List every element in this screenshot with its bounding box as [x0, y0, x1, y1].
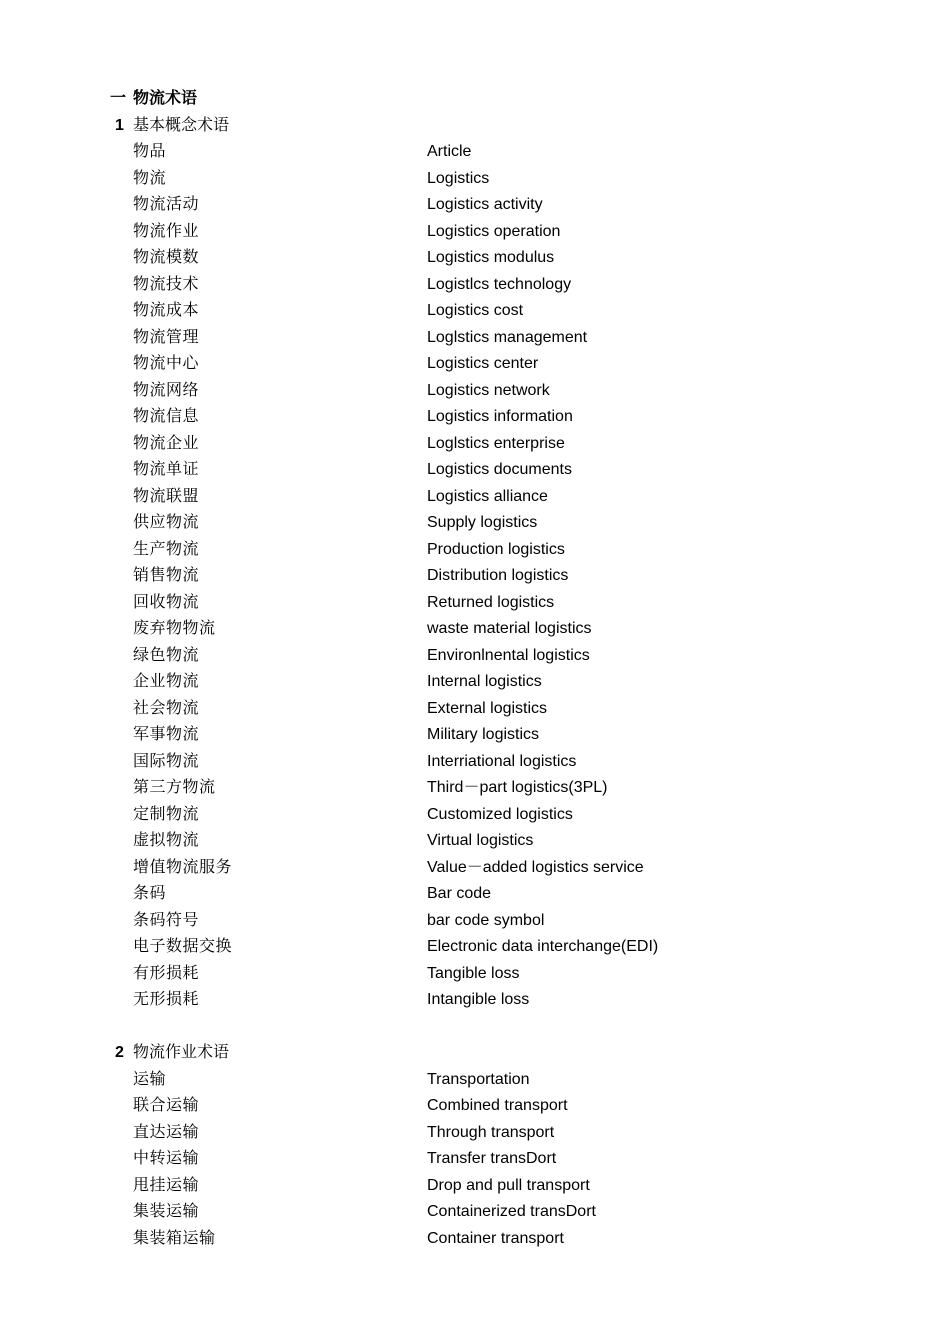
term-english: Distribution logistics — [427, 567, 569, 584]
term-chinese: 定制物流 — [133, 805, 200, 823]
term-english: Electronic data interchange(EDI) — [427, 938, 659, 955]
term-row — [0, 855, 950, 882]
term-row — [0, 537, 950, 564]
term-english: Interriational logistics — [427, 752, 577, 770]
term-chinese: 物流网络 — [133, 381, 200, 399]
chapter-heading — [0, 86, 950, 113]
term-chinese: 物流模数 — [133, 249, 200, 266]
glossary-page — [0, 86, 950, 1252]
term-english: waste material logistics — [427, 620, 592, 637]
section-spacer — [0, 1014, 950, 1041]
term-row — [0, 431, 950, 458]
term-row — [0, 404, 950, 431]
term-row — [0, 669, 950, 696]
term-chinese: 废弃物物流 — [133, 620, 216, 637]
term-row — [0, 1199, 950, 1226]
term-english: Containerized transDort — [427, 1203, 596, 1220]
section-heading — [0, 113, 950, 140]
term-row — [0, 908, 950, 935]
term-english: Drop and pull transport — [427, 1176, 590, 1194]
term-row — [0, 1146, 950, 1173]
term-row — [0, 590, 950, 617]
term-row — [0, 457, 950, 484]
term-english: Logistics operation — [427, 222, 561, 240]
term-chinese: 条码 — [133, 885, 167, 902]
term-row — [0, 1173, 950, 1200]
term-chinese: 电子数据交换 — [133, 938, 233, 955]
term-row — [0, 1120, 950, 1147]
term-chinese: 物流中心 — [133, 355, 200, 372]
term-english: Environlnental logistics — [427, 646, 590, 664]
term-english: Logistics — [427, 169, 490, 187]
term-row — [0, 272, 950, 299]
term-chinese: 国际物流 — [133, 752, 200, 770]
term-english: Transportation — [427, 1070, 530, 1088]
chapter-marker: 一 — [110, 90, 127, 107]
term-chinese: 物流成本 — [133, 302, 200, 319]
term-english: Logistics center — [427, 355, 539, 372]
term-row — [0, 881, 950, 908]
term-row — [0, 934, 950, 961]
term-chinese: 回收物流 — [133, 593, 200, 611]
section-heading — [0, 1040, 950, 1067]
term-english: Logistics documents — [427, 461, 572, 478]
term-row — [0, 1093, 950, 1120]
term-row — [0, 325, 950, 352]
term-row — [0, 616, 950, 643]
section-title: 物流作业术语 — [133, 1044, 230, 1061]
term-row — [0, 298, 950, 325]
term-row — [0, 696, 950, 723]
term-english: External logistics — [427, 699, 548, 717]
term-row — [0, 775, 950, 802]
term-chinese: 物流企业 — [133, 434, 200, 452]
term-chinese: 物流联盟 — [133, 487, 200, 505]
term-chinese: 物流 — [133, 169, 167, 187]
term-row — [0, 563, 950, 590]
term-chinese: 绿色物流 — [133, 646, 200, 664]
term-chinese: 物品 — [133, 143, 167, 160]
term-chinese: 运输 — [133, 1070, 167, 1088]
term-chinese: 物流活动 — [133, 196, 200, 213]
term-english: Container transport — [427, 1229, 564, 1247]
term-chinese: 增值物流服务 — [133, 858, 233, 876]
term-chinese: 物流信息 — [133, 408, 200, 425]
term-row — [0, 245, 950, 272]
term-english: Logistics network — [427, 381, 550, 399]
term-chinese: 中转运输 — [133, 1150, 200, 1167]
term-chinese: 军事物流 — [133, 726, 200, 743]
term-english: Combined transport — [427, 1097, 568, 1114]
term-row — [0, 139, 950, 166]
term-row — [0, 643, 950, 670]
term-row — [0, 961, 950, 988]
term-row — [0, 802, 950, 829]
term-english: Logistics information — [427, 408, 573, 425]
term-row — [0, 219, 950, 246]
term-english: Returned logistics — [427, 593, 555, 611]
term-row — [0, 1226, 950, 1253]
term-row — [0, 378, 950, 405]
term-row — [0, 828, 950, 855]
term-english: Customized logistics — [427, 805, 573, 823]
term-chinese: 条码符号 — [133, 911, 200, 929]
term-english: Virtual logistics — [427, 832, 534, 849]
term-chinese: 集装运输 — [133, 1203, 200, 1220]
term-english: Internal logistics — [427, 673, 542, 690]
term-chinese: 生产物流 — [133, 540, 200, 558]
term-row — [0, 351, 950, 378]
term-chinese: 物流管理 — [133, 328, 200, 346]
term-english: Value－added logistics service — [427, 858, 644, 876]
term-chinese: 联合运输 — [133, 1097, 200, 1114]
term-english: Military logistics — [427, 726, 540, 743]
section-number: 2 — [115, 1044, 124, 1061]
term-row — [0, 484, 950, 511]
term-chinese: 第三方物流 — [133, 779, 216, 796]
term-chinese: 无形损耗 — [133, 991, 200, 1008]
term-chinese: 企业物流 — [133, 673, 200, 690]
term-english: Logistics modulus — [427, 249, 555, 266]
term-chinese: 虚拟物流 — [133, 832, 200, 849]
term-english: Intangible loss — [427, 991, 530, 1008]
term-english: Through transport — [427, 1123, 555, 1141]
term-english: Logistics activity — [427, 196, 543, 213]
term-english: Bar code — [427, 885, 492, 902]
term-chinese: 甩挂运输 — [133, 1176, 200, 1194]
term-english: Article — [427, 143, 472, 160]
term-english: Logistics cost — [427, 302, 524, 319]
term-english: Logistlcs technology — [427, 275, 572, 293]
term-chinese: 物流技术 — [133, 275, 200, 293]
term-chinese: 直达运输 — [133, 1123, 200, 1141]
term-row — [0, 192, 950, 219]
term-row — [0, 987, 950, 1014]
term-english: Loglstics management — [427, 328, 588, 346]
term-english: Transfer transDort — [427, 1150, 557, 1167]
chapter-title: 物流术语 — [133, 90, 198, 107]
term-row — [0, 510, 950, 537]
term-chinese: 物流单证 — [133, 461, 200, 478]
term-english: Production logistics — [427, 540, 565, 558]
term-english: bar code symbol — [427, 911, 545, 929]
term-english: Loglstics enterprise — [427, 434, 565, 452]
term-english: Tangible loss — [427, 964, 520, 982]
term-english: Logistics alliance — [427, 487, 548, 505]
term-row — [0, 722, 950, 749]
sections-container — [0, 113, 950, 1253]
section-number: 1 — [115, 116, 124, 134]
term-english: Supply logistics — [427, 514, 538, 531]
term-chinese: 销售物流 — [133, 567, 200, 584]
term-row — [0, 1067, 950, 1094]
term-row — [0, 749, 950, 776]
term-chinese: 供应物流 — [133, 514, 200, 531]
section-title: 基本概念术语 — [133, 116, 230, 134]
term-english: Third－part logistics(3PL) — [427, 779, 608, 796]
term-row — [0, 166, 950, 193]
term-chinese: 有形损耗 — [133, 964, 200, 982]
term-chinese: 集装箱运输 — [133, 1229, 216, 1247]
term-chinese: 社会物流 — [133, 699, 200, 717]
term-chinese: 物流作业 — [133, 222, 200, 240]
